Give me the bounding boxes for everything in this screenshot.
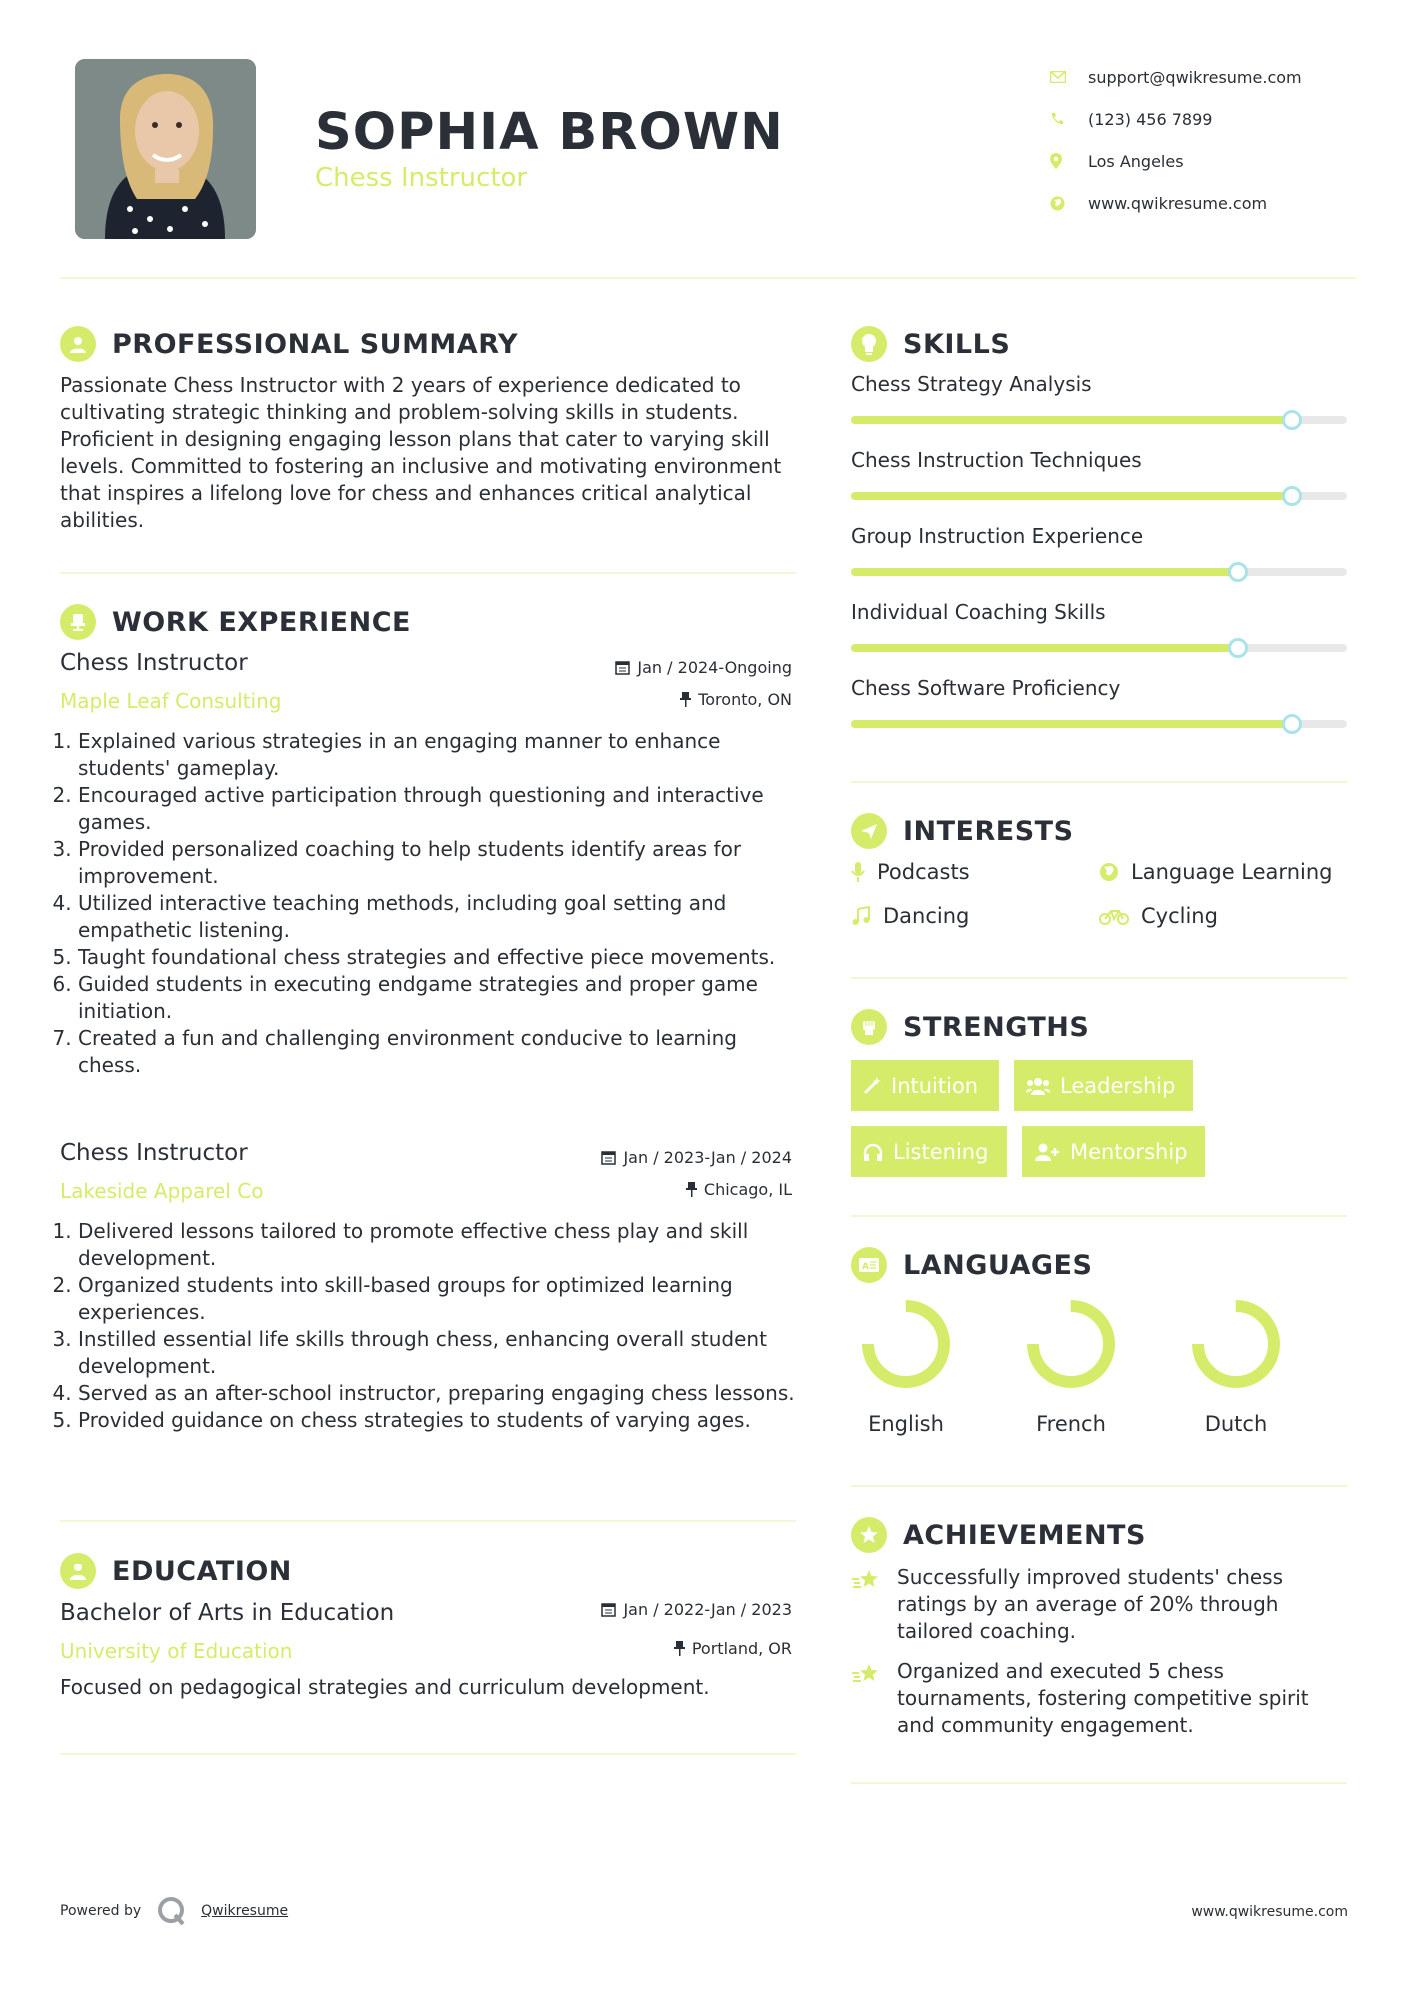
languages-heading — [851, 1247, 1092, 1283]
summary-divider — [60, 572, 796, 574]
contact-block — [1050, 56, 1350, 224]
job-bullets — [60, 1218, 800, 1434]
list-item: 5. Provided guidance on chess strategies to students of varying ages. — [78, 1407, 800, 1434]
work-title: WORK EXPERIENCE — [112, 606, 411, 638]
skill-level-knob — [1282, 410, 1302, 430]
summary-title: PROFESSIONAL SUMMARY — [112, 328, 519, 360]
contact-phone — [1050, 98, 1350, 140]
users-icon — [1026, 1077, 1050, 1095]
phone-icon — [1050, 112, 1088, 126]
graduate-icon — [60, 1553, 96, 1589]
contact-website — [1050, 182, 1350, 224]
summary-text: Passionate Chess Instructor with 2 years of experience dedicated to cultivating strategic thinking and problem-solving skills in students. Proficient in designing engaging lesson plans that cater to varying skill levels. Committed to fostering an inclusive and motivating environment that inspires a lifelong love for chess and enhances critical analytical abilities. — [60, 373, 782, 532]
language-name: French — [1036, 1412, 1106, 1436]
job-dates — [500, 658, 792, 677]
magic-wand-icon — [863, 1077, 881, 1095]
paper-plane-icon — [851, 813, 887, 849]
map-pin-icon — [1050, 153, 1088, 169]
work-heading — [60, 604, 411, 640]
degree-title: Bachelor of Arts in Education — [60, 1600, 395, 1626]
skill-name: Group Instruction Experience — [851, 524, 1144, 548]
skill-level-knob — [1282, 714, 1302, 734]
shooting-star-icon — [851, 1658, 897, 1691]
skill-bar-fill — [851, 492, 1292, 500]
skills-heading — [851, 326, 1010, 362]
microphone-icon — [851, 862, 865, 882]
list-item: 2. Organized students into skill-based groups for optimized learning experiences. — [78, 1272, 800, 1326]
achievements-divider — [851, 1782, 1347, 1784]
strength-tag — [851, 1060, 999, 1111]
interest-label: Language Learning — [1131, 860, 1333, 884]
skill-level-knob — [1228, 562, 1248, 582]
languages-divider — [851, 1485, 1347, 1487]
contact-location — [1050, 140, 1350, 182]
skill-bar-fill — [851, 416, 1292, 424]
skill-bar — [851, 644, 1347, 652]
user-icon — [60, 326, 96, 362]
language-icon — [851, 1247, 887, 1283]
skill-name: Chess Software Proficiency — [851, 676, 1121, 700]
strength-tag — [1014, 1060, 1193, 1111]
education-title: EDUCATION — [112, 1555, 292, 1587]
envelope-icon — [1050, 71, 1088, 83]
calendar-icon — [601, 1150, 616, 1165]
school-name: University of Education — [60, 1639, 293, 1663]
list-item: 1. Delivered lessons tailored to promote effective chess play and skill development. — [78, 1218, 800, 1272]
music-note-icon — [851, 906, 871, 926]
calendar-icon — [615, 660, 630, 675]
skill-bar — [851, 492, 1347, 500]
strength-tag — [1022, 1126, 1205, 1177]
fist-icon — [851, 1009, 887, 1045]
svg-text:A: A — [862, 1262, 869, 1272]
company-name: Lakeside Apparel Co — [60, 1179, 264, 1203]
skill-bar-fill — [851, 568, 1238, 576]
list-item: 7. Created a fun and challenging environment conducive to learning chess. — [78, 1025, 800, 1079]
skills-divider — [851, 781, 1347, 783]
strengths-divider — [851, 1215, 1347, 1217]
strength-label: Intuition — [891, 1073, 979, 1098]
achievement-text: Successfully improved students' chess ratings by an average of 20% through tailored coaching. — [897, 1565, 1284, 1643]
work-divider — [60, 1520, 796, 1522]
globe-icon — [1050, 196, 1088, 211]
languages-title: LANGUAGES — [903, 1249, 1093, 1281]
education-dates-text: Jan / 2022-Jan / 2023 — [623, 1600, 792, 1619]
website-link[interactable]: www.qwikresume.com — [1088, 193, 1268, 213]
language-name: English — [868, 1412, 944, 1436]
job-title: Chess Instructor — [60, 650, 248, 676]
skill-level-knob — [1228, 638, 1248, 658]
interests-divider — [851, 977, 1347, 979]
list-item: 3. Provided personalized coaching to help students identify areas for improvement. — [78, 836, 800, 890]
shooting-star-icon — [851, 1564, 897, 1597]
skill-name: Individual Coaching Skills — [851, 600, 1106, 624]
interest-label: Dancing — [883, 904, 970, 928]
achievement-item — [851, 1564, 1337, 1645]
interest-label: Cycling — [1141, 904, 1218, 928]
achievements-title: ACHIEVEMENTS — [903, 1519, 1146, 1551]
achievements-heading — [851, 1517, 1146, 1553]
education-location-text: Portland, OR — [691, 1639, 792, 1658]
candidate-name: SOPHIA BROWN — [315, 103, 784, 162]
interests-heading — [851, 813, 1074, 849]
job-dates-text: Jan / 2024-Ongoing — [637, 658, 792, 677]
list-item: 2. Encouraged active participation through questioning and interactive games. — [78, 782, 800, 836]
education-description: Focused on pedagogical strategies and curriculum development. — [60, 1675, 710, 1699]
skill-bar — [851, 416, 1347, 424]
education-divider — [60, 1753, 796, 1755]
list-item: 1. Explained various strategies in an engaging manner to enhance students' gameplay. — [78, 728, 800, 782]
job-location-text: Chicago, IL — [703, 1180, 792, 1199]
summary-heading — [60, 326, 518, 362]
user-plus-icon — [1034, 1143, 1060, 1161]
interest-item — [851, 860, 970, 884]
company-name: Maple Leaf Consulting — [60, 689, 282, 713]
profile-photo — [75, 59, 256, 239]
strength-label: Leadership — [1060, 1073, 1176, 1098]
interest-item — [1099, 860, 1332, 884]
footer-powered-by — [60, 1896, 288, 1926]
strength-tag — [851, 1126, 1007, 1177]
list-item: 3. Instilled essential life skills through chess, enhancing overall student development. — [78, 1326, 800, 1380]
skill-bar-fill — [851, 644, 1238, 652]
pin-icon — [680, 692, 691, 707]
achievement-item — [851, 1658, 1337, 1739]
strengths-title: STRENGTHS — [903, 1011, 1090, 1043]
achievement-text: Organized and executed 5 chess tournaments, fostering competitive spirit and community engagement. — [897, 1659, 1309, 1737]
interest-item — [1099, 904, 1218, 928]
strengths-heading — [851, 1009, 1089, 1045]
education-location — [500, 1639, 792, 1658]
location-text: Los Angeles — [1088, 151, 1184, 171]
globe-icon — [1099, 862, 1119, 882]
qwikresume-logo-icon — [157, 1896, 187, 1926]
star-badge-icon — [851, 1517, 887, 1553]
lightbulb-icon — [851, 326, 887, 362]
education-heading — [60, 1553, 292, 1589]
skill-level-knob — [1282, 486, 1302, 506]
skill-name: Chess Strategy Analysis — [851, 372, 1092, 396]
strength-label: Listening — [893, 1139, 989, 1164]
contact-email — [1050, 56, 1350, 98]
headphones-icon — [863, 1143, 883, 1161]
powered-by-label: Powered by — [60, 1903, 142, 1919]
footer-website-link[interactable]: www.qwikresume.com — [1191, 1904, 1348, 1920]
brand-link[interactable]: Qwikresume — [201, 1903, 289, 1919]
job-dates-text: Jan / 2023-Jan / 2024 — [623, 1148, 792, 1167]
skill-bar — [851, 568, 1347, 576]
interest-label: Podcasts — [877, 860, 970, 884]
header-divider — [60, 277, 1356, 279]
language-name: Dutch — [1204, 1412, 1268, 1436]
strength-label: Mentorship — [1070, 1139, 1188, 1164]
job-location — [500, 1180, 792, 1199]
job-dates — [500, 1148, 792, 1167]
list-item: 4. Utilized interactive teaching methods, including goal setting and empathetic listening. — [78, 890, 800, 944]
job-location — [500, 690, 792, 709]
skill-name: Chess Instruction Techniques — [851, 448, 1142, 472]
phone-text: (123) 456 7899 — [1088, 109, 1213, 129]
list-item: 5. Taught foundational chess strategies and effective piece movements. — [78, 944, 800, 971]
skill-bar — [851, 720, 1347, 728]
bicycle-icon — [1099, 907, 1129, 925]
language-level-ring — [1025, 1298, 1117, 1390]
calendar-icon — [601, 1602, 616, 1617]
interest-item — [851, 904, 969, 928]
pin-icon — [674, 1641, 685, 1656]
job-title: Chess Instructor — [60, 1140, 248, 1166]
language-level-ring — [1190, 1298, 1282, 1390]
list-item: 6. Guided students in executing endgame strategies and proper game initiation. — [78, 971, 800, 1025]
pin-icon — [686, 1182, 697, 1197]
email-link[interactable]: support@qwikresume.com — [1088, 67, 1302, 87]
list-item: 4. Served as an after-school instructor, preparing engaging chess lessons. — [78, 1380, 800, 1407]
job-location-text: Toronto, ON — [698, 690, 792, 709]
skills-title: SKILLS — [903, 328, 1011, 360]
education-dates — [500, 1600, 792, 1619]
chair-icon — [60, 604, 96, 640]
skill-bar-fill — [851, 720, 1292, 728]
job-bullets — [60, 728, 800, 1079]
interests-title: INTERESTS — [903, 815, 1074, 847]
language-level-ring — [860, 1298, 952, 1390]
candidate-title: Chess Instructor — [315, 163, 528, 193]
